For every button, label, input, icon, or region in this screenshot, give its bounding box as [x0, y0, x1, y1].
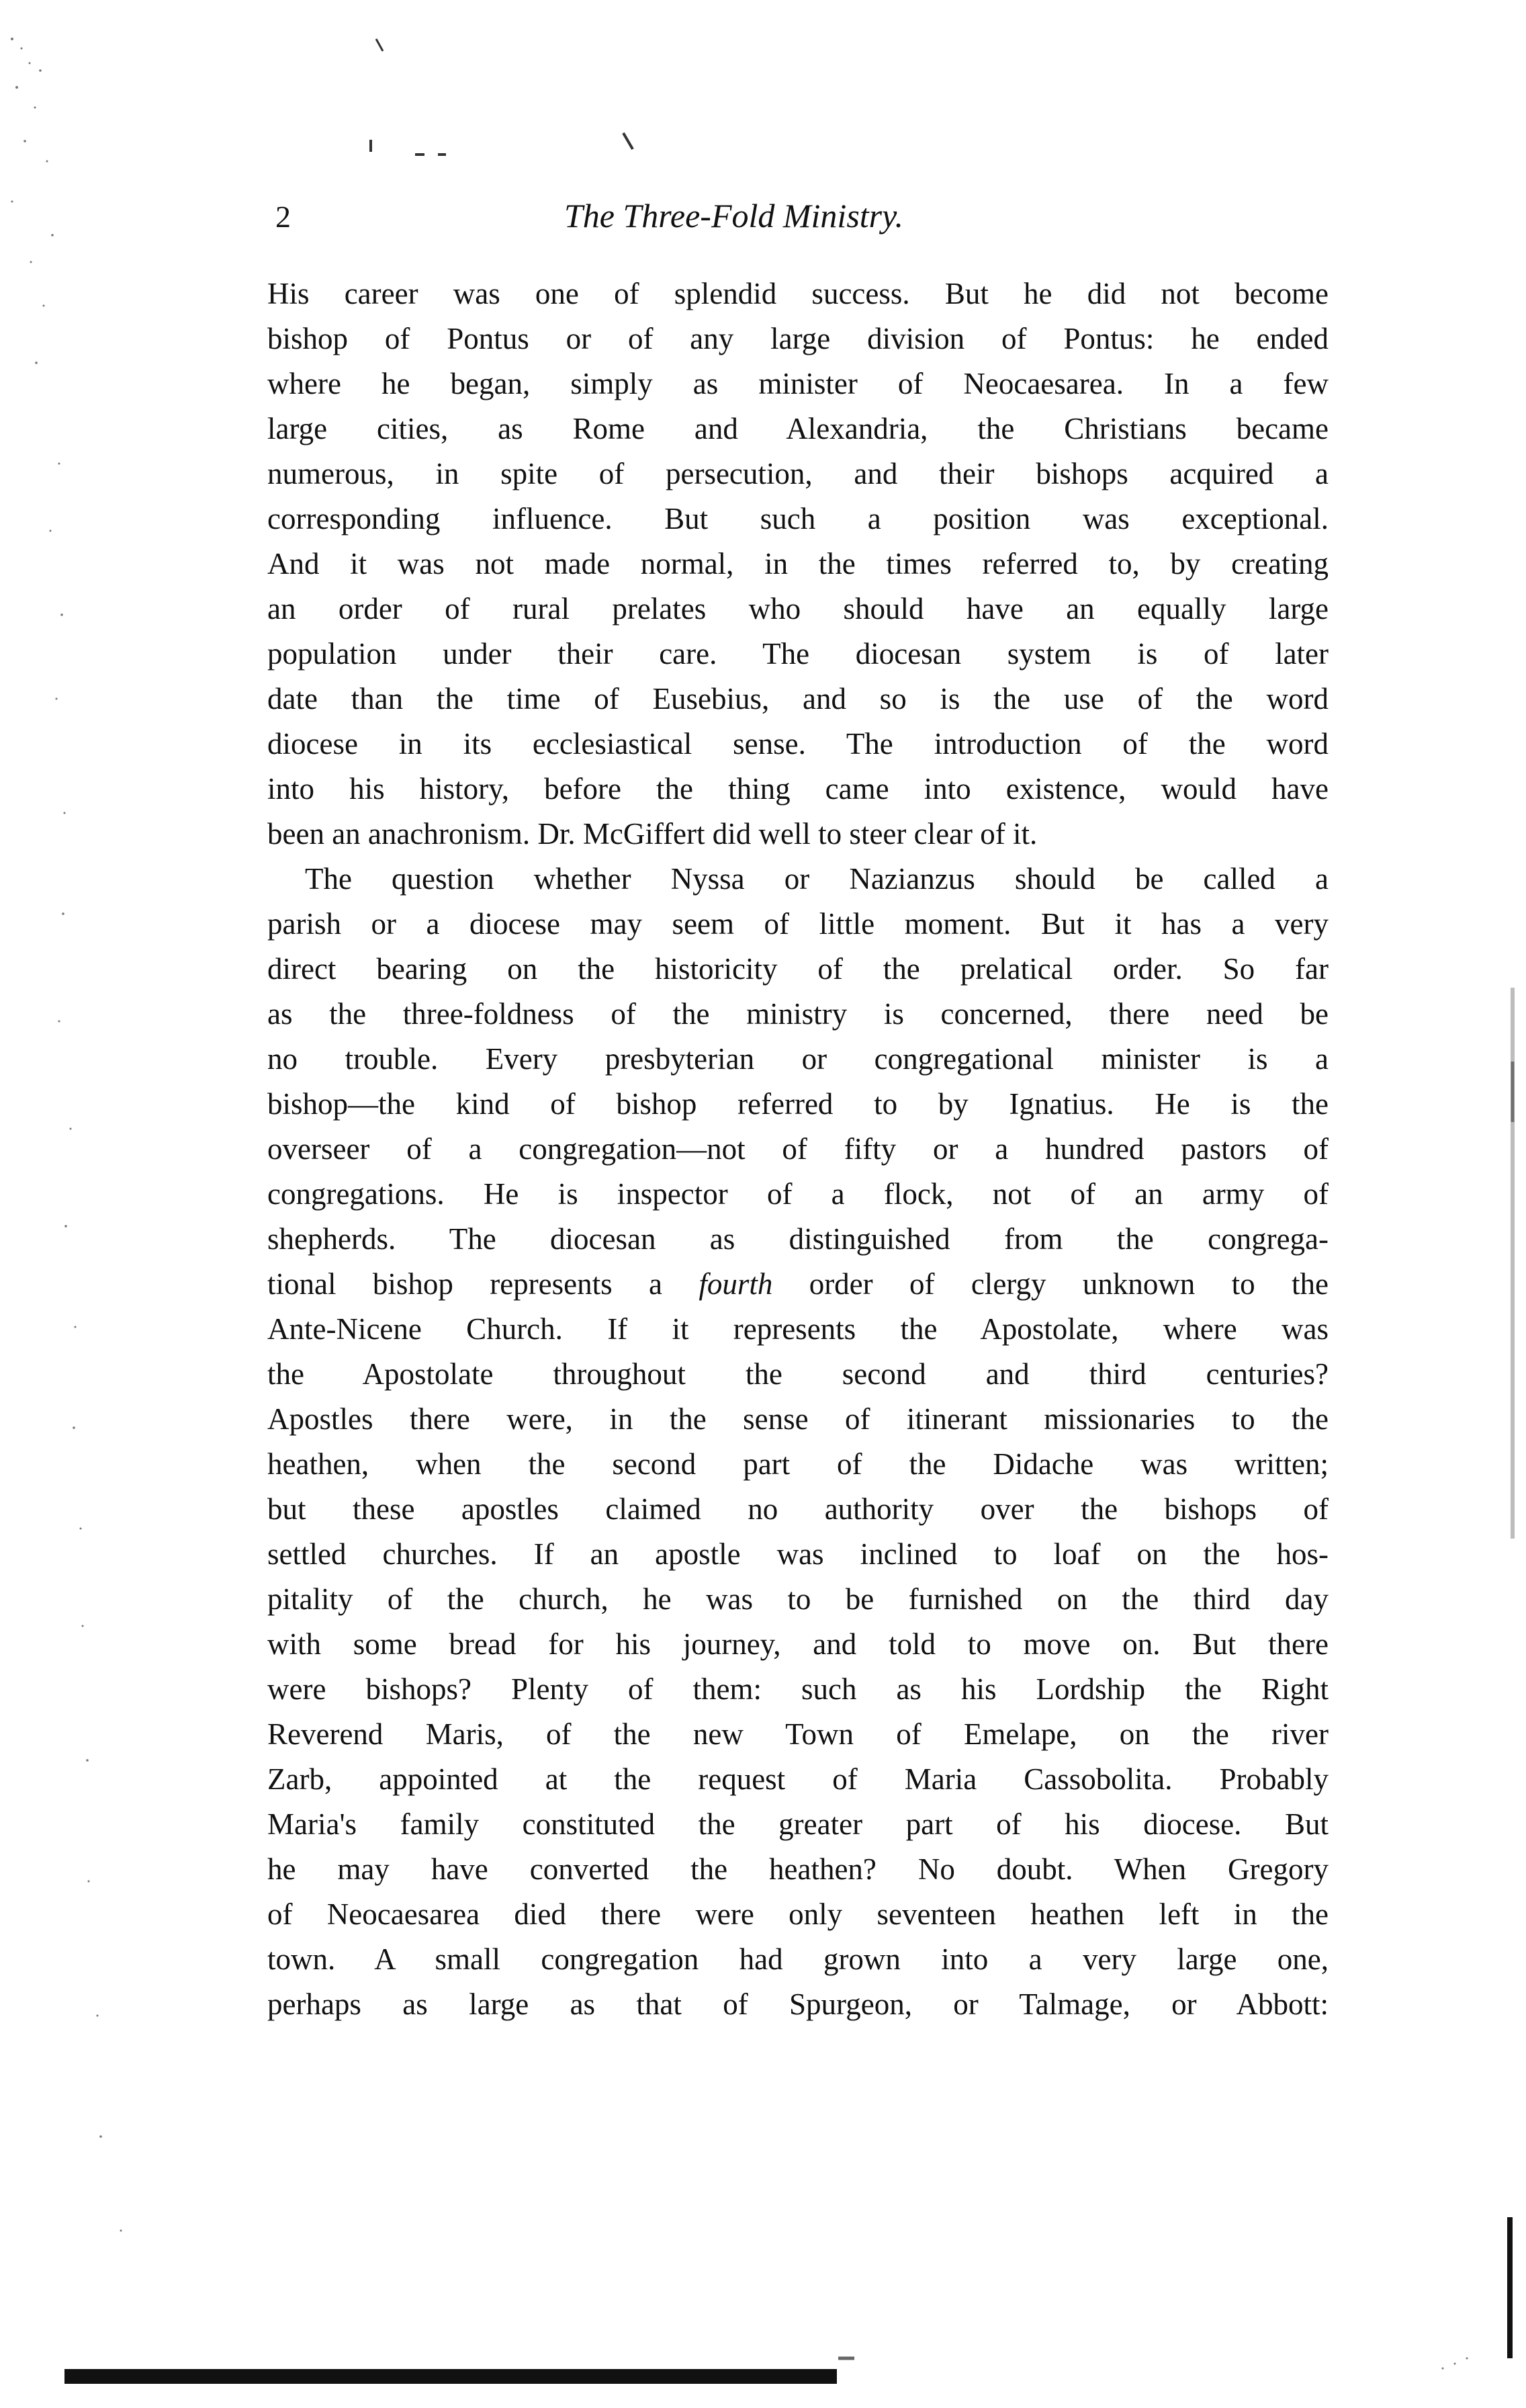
page-body	[267, 271, 1329, 2027]
text-line: Reverend Maris, of the new Town of Emelape, on the river	[267, 1717, 1329, 1751]
text-line: bishop—the kind of bishop referred to by Ignatius. He is the	[267, 1087, 1329, 1121]
text-line: diocese in its ecclesiastical sense. The introduction of the word	[267, 727, 1329, 761]
running-title: The Three-Fold Ministry.	[564, 197, 904, 234]
text-line: And it was not made normal, in the times referred to, by creating	[267, 547, 1329, 580]
text-line: date than the time of Eusebius, and so is the use of the word	[267, 682, 1329, 716]
text-line: no trouble. Every presbyterian or congregational minister is a	[267, 1042, 1329, 1076]
text-line: numerous, in spite of persecution, and their bishops acquired a	[267, 457, 1329, 490]
text-line: bishop of Pontus or of any large division of Pontus: he ended	[267, 322, 1329, 355]
text-line: Apostles there were, in the sense of itinerant missionaries to the	[267, 1402, 1329, 1436]
text-line: settled churches. If an apostle was inclined to loaf on the hos-	[267, 1537, 1329, 1571]
text-line: perhaps as large as that of Spurgeon, or Talmage, or Abbott:	[267, 1987, 1329, 2021]
text-line: the Apostolate throughout the second and third centuries?	[267, 1357, 1329, 1391]
text-line-end: order of clergy unknown to the	[772, 1267, 1329, 1301]
text-line: direct bearing on the historicity of the prelatical order. So far	[267, 952, 1329, 986]
text-line: he may have converted the heathen? No doubt. When Gregory	[267, 1852, 1329, 1886]
text-line: congregations. He is inspector of a flock, not of an army of	[267, 1177, 1329, 1211]
text-line: population under their care. The diocesan system is of later	[267, 637, 1329, 671]
paragraph-start-line: The question whether Nyssa or Nazianzus should be called a	[305, 862, 1329, 896]
text-line: pitality of the church, he was to be furnished on the third day	[267, 1582, 1329, 1616]
text-line: where he began, simply as minister of Neocaesarea. In a few	[267, 367, 1329, 400]
italic-word: fourth	[699, 1267, 773, 1301]
text-line: shepherds. The diocesan as distinguished from the congrega-	[267, 1222, 1329, 1256]
text-line-start: tional bishop represents a	[267, 1267, 699, 1301]
text-line: but these apostles claimed no authority over the bishops of	[267, 1492, 1329, 1526]
text-line: were bishops? Plenty of them: such as his Lordship the Right	[267, 1672, 1329, 1706]
text-line	[267, 1262, 1329, 1307]
text-line: His career was one of splendid success. But he did not become	[267, 277, 1329, 310]
text-line: Ante-Nicene Church. If it represents the Apostolate, where was	[267, 1312, 1329, 1346]
text-line: corresponding influence. But such a position was exceptional.	[267, 502, 1329, 535]
text-line: as the three-foldness of the ministry is concerned, there need be	[267, 997, 1329, 1031]
text-line: Zarb, appointed at the request of Maria Cassobolita. Probably	[267, 1762, 1329, 1796]
text-line: Maria's family constituted the greater part of his diocese. But	[267, 1807, 1329, 1841]
page-number: 2	[275, 200, 291, 234]
text-line: large cities, as Rome and Alexandria, the Christians became	[267, 412, 1329, 445]
text-line: overseer of a congregation—not of fifty or a hundred pastors of	[267, 1132, 1329, 1166]
text-line: parish or a diocese may seem of little moment. But it has a very	[267, 907, 1329, 941]
paragraph-end-line: been an anachronism. Dr. McGiffert did well to steer clear of it.	[267, 817, 1038, 851]
text-line: with some bread for his journey, and told to move on. But there	[267, 1627, 1329, 1661]
text-line: into his history, before the thing came into existence, would have	[267, 772, 1329, 806]
text-line: an order of rural prelates who should have an equally large	[267, 592, 1329, 626]
text-line: heathen, when the second part of the Didache was written;	[267, 1447, 1329, 1481]
text-line: town. A small congregation had grown into a very large one,	[267, 1942, 1329, 1976]
text-line: of Neocaesarea died there were only seventeen heathen left in the	[267, 1897, 1329, 1931]
